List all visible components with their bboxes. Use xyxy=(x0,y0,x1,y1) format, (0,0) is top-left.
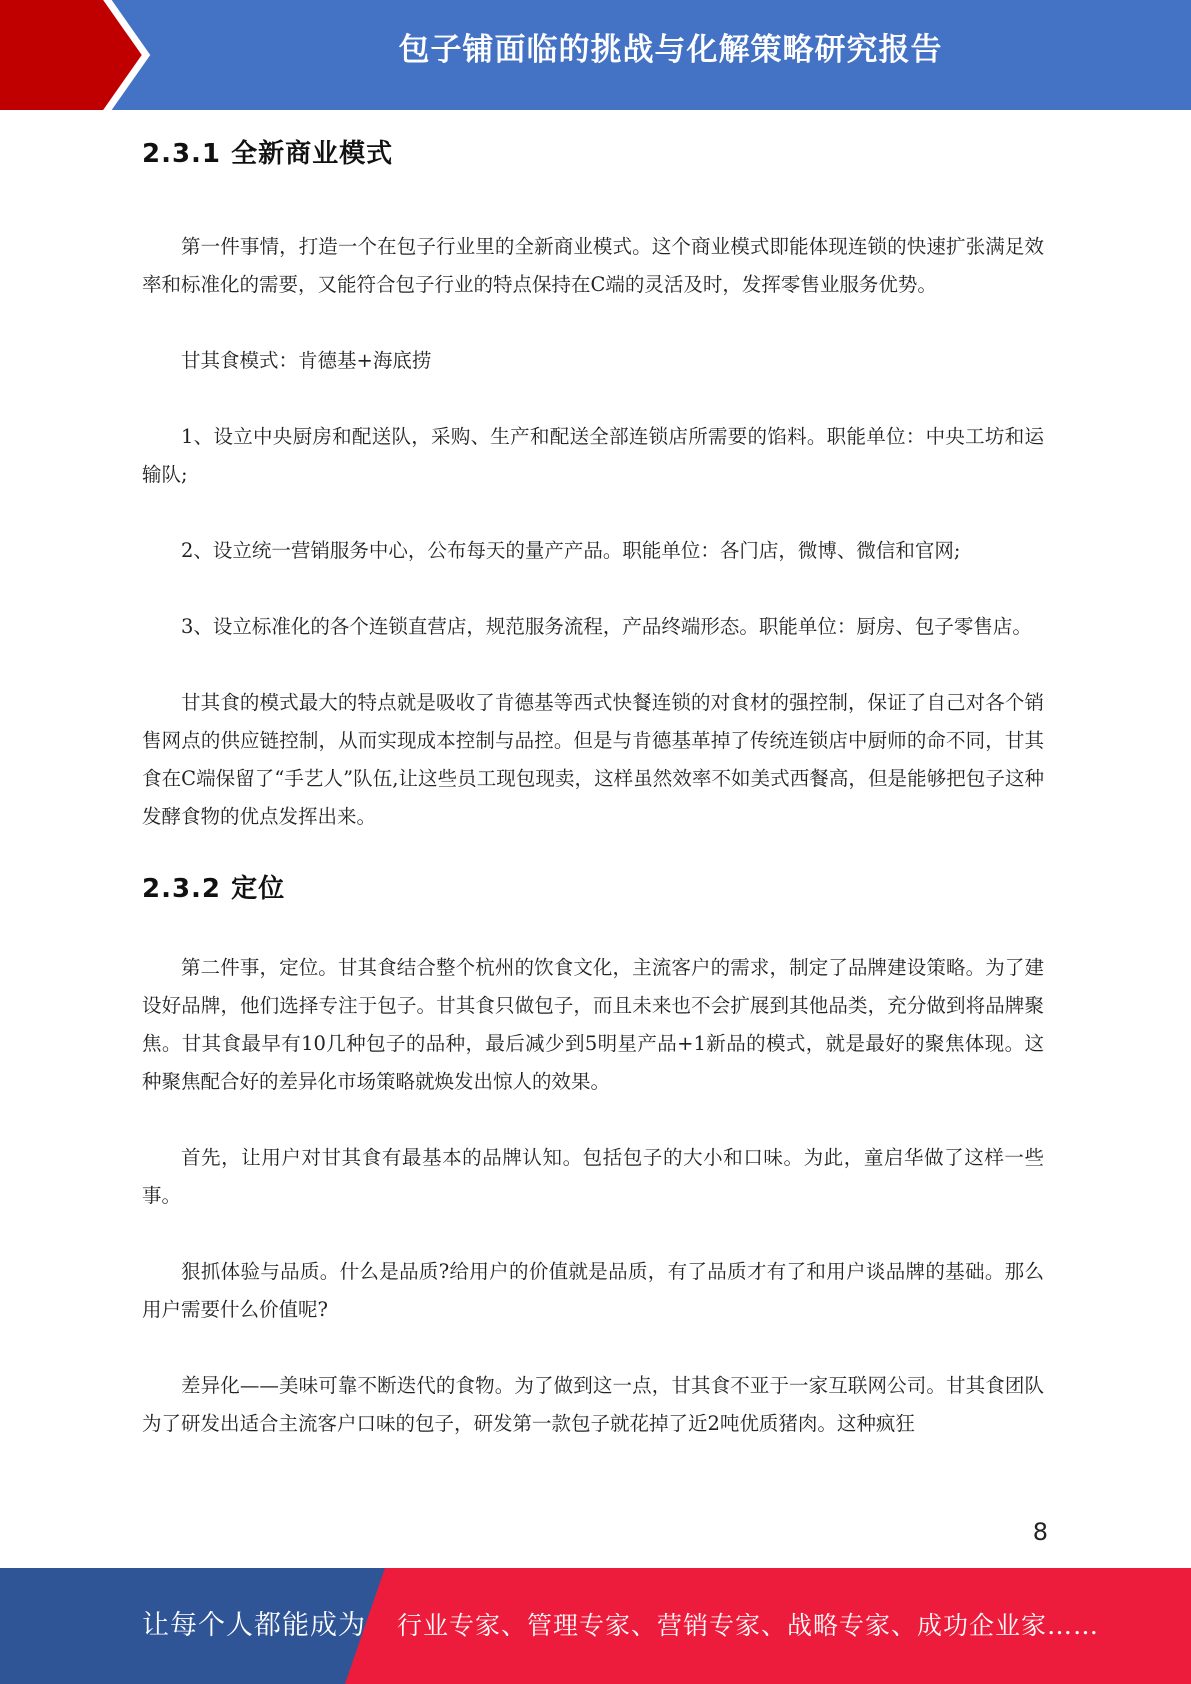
paragraph: 甘其食模式：肯德基+海底捞 xyxy=(181,349,432,372)
paragraph: 1、设立中央厨房和配送队，采购、生产和配送全部连锁店所需要的馅料。职能单位：中央工坊和运输队; xyxy=(142,425,1044,486)
page-number: 8 xyxy=(1032,1518,1048,1546)
paragraph: 首先，让用户对甘其食有最基本的品牌认知。包括包子的大小和口味。为此，童启华做了这样一些事。 xyxy=(142,1146,1044,1207)
footer-slogan-lead: 让每个人都能成为 xyxy=(142,1610,366,1641)
paragraph: 第二件事，定位。甘其食结合整个杭州的饮食文化，主流客户的需求，制定了品牌建设策略。为了建设好品牌，他们选择专注于包子。甘其食只做包子，而且未来也不会扩展到其他品类，充分做到将品牌聚焦。甘其食最早有10几种包子的品种，最后减少到5明星产品+1新品的模式，就是最好的聚焦体现。这种聚焦配合好的差异化市场策略就焕发出惊人的效果。 xyxy=(142,956,1044,1093)
section-heading-business-model: 2.3.1 全新商业模式 xyxy=(142,139,394,169)
footer-slogan-roles: 行业专家、管理专家、营销专家、战略专家、成功企业家…… xyxy=(397,1611,1100,1640)
paragraph: 狠抓体验与品质。什么是品质?给用户的价值就是品质，有了品质才有了和用户谈品牌的基础。那么用户需要什么价值呢? xyxy=(142,1260,1044,1321)
paragraph: 甘其食的模式最大的特点就是吸收了肯德基等西式快餐连锁的对食材的强控制，保证了自己对各个销售网点的供应链控制，从而实现成本控制与品控。但是与肯德基革掉了传统连锁店中厨师的命不同，甘其食在C端保留了“手艺人”队伍,让这些员工现包现卖，这样虽然效率不如美式西餐高，但是能够把包子这种发酵食物的优点发挥出来。 xyxy=(142,691,1044,828)
header-banner xyxy=(0,0,1191,110)
section-heading-positioning: 2.3.2 定位 xyxy=(142,874,286,904)
document-title: 包子铺面临的挑战与化解策略研究报告 xyxy=(398,32,943,68)
paragraph: 3、设立标准化的各个连锁直营店，规范服务流程，产品终端形态。职能单位：厨房、包子零售店。 xyxy=(181,615,1032,638)
footer-banner xyxy=(0,1568,1191,1684)
page-content xyxy=(142,110,1044,1443)
header-chevron-decoration xyxy=(0,0,240,110)
paragraph: 第一件事情，打造一个在包子行业里的全新商业模式。这个商业模式即能体现连锁的快速扩张满足效率和标准化的需要，又能符合包子行业的特点保持在C端的灵活及时，发挥零售业服务优势。 xyxy=(142,235,1044,296)
paragraph: 2、设立统一营销服务中心，公布每天的量产产品。职能单位：各门店，微博、微信和官网; xyxy=(181,539,961,562)
paragraph: 差异化——美味可靠不断迭代的食物。为了做到这一点，甘其食不亚于一家互联网公司。甘其食团队为了研发出适合主流客户口味的包子，研发第一款包子就花掉了近2吨优质猪肉。这种疯狂 xyxy=(142,1374,1044,1435)
